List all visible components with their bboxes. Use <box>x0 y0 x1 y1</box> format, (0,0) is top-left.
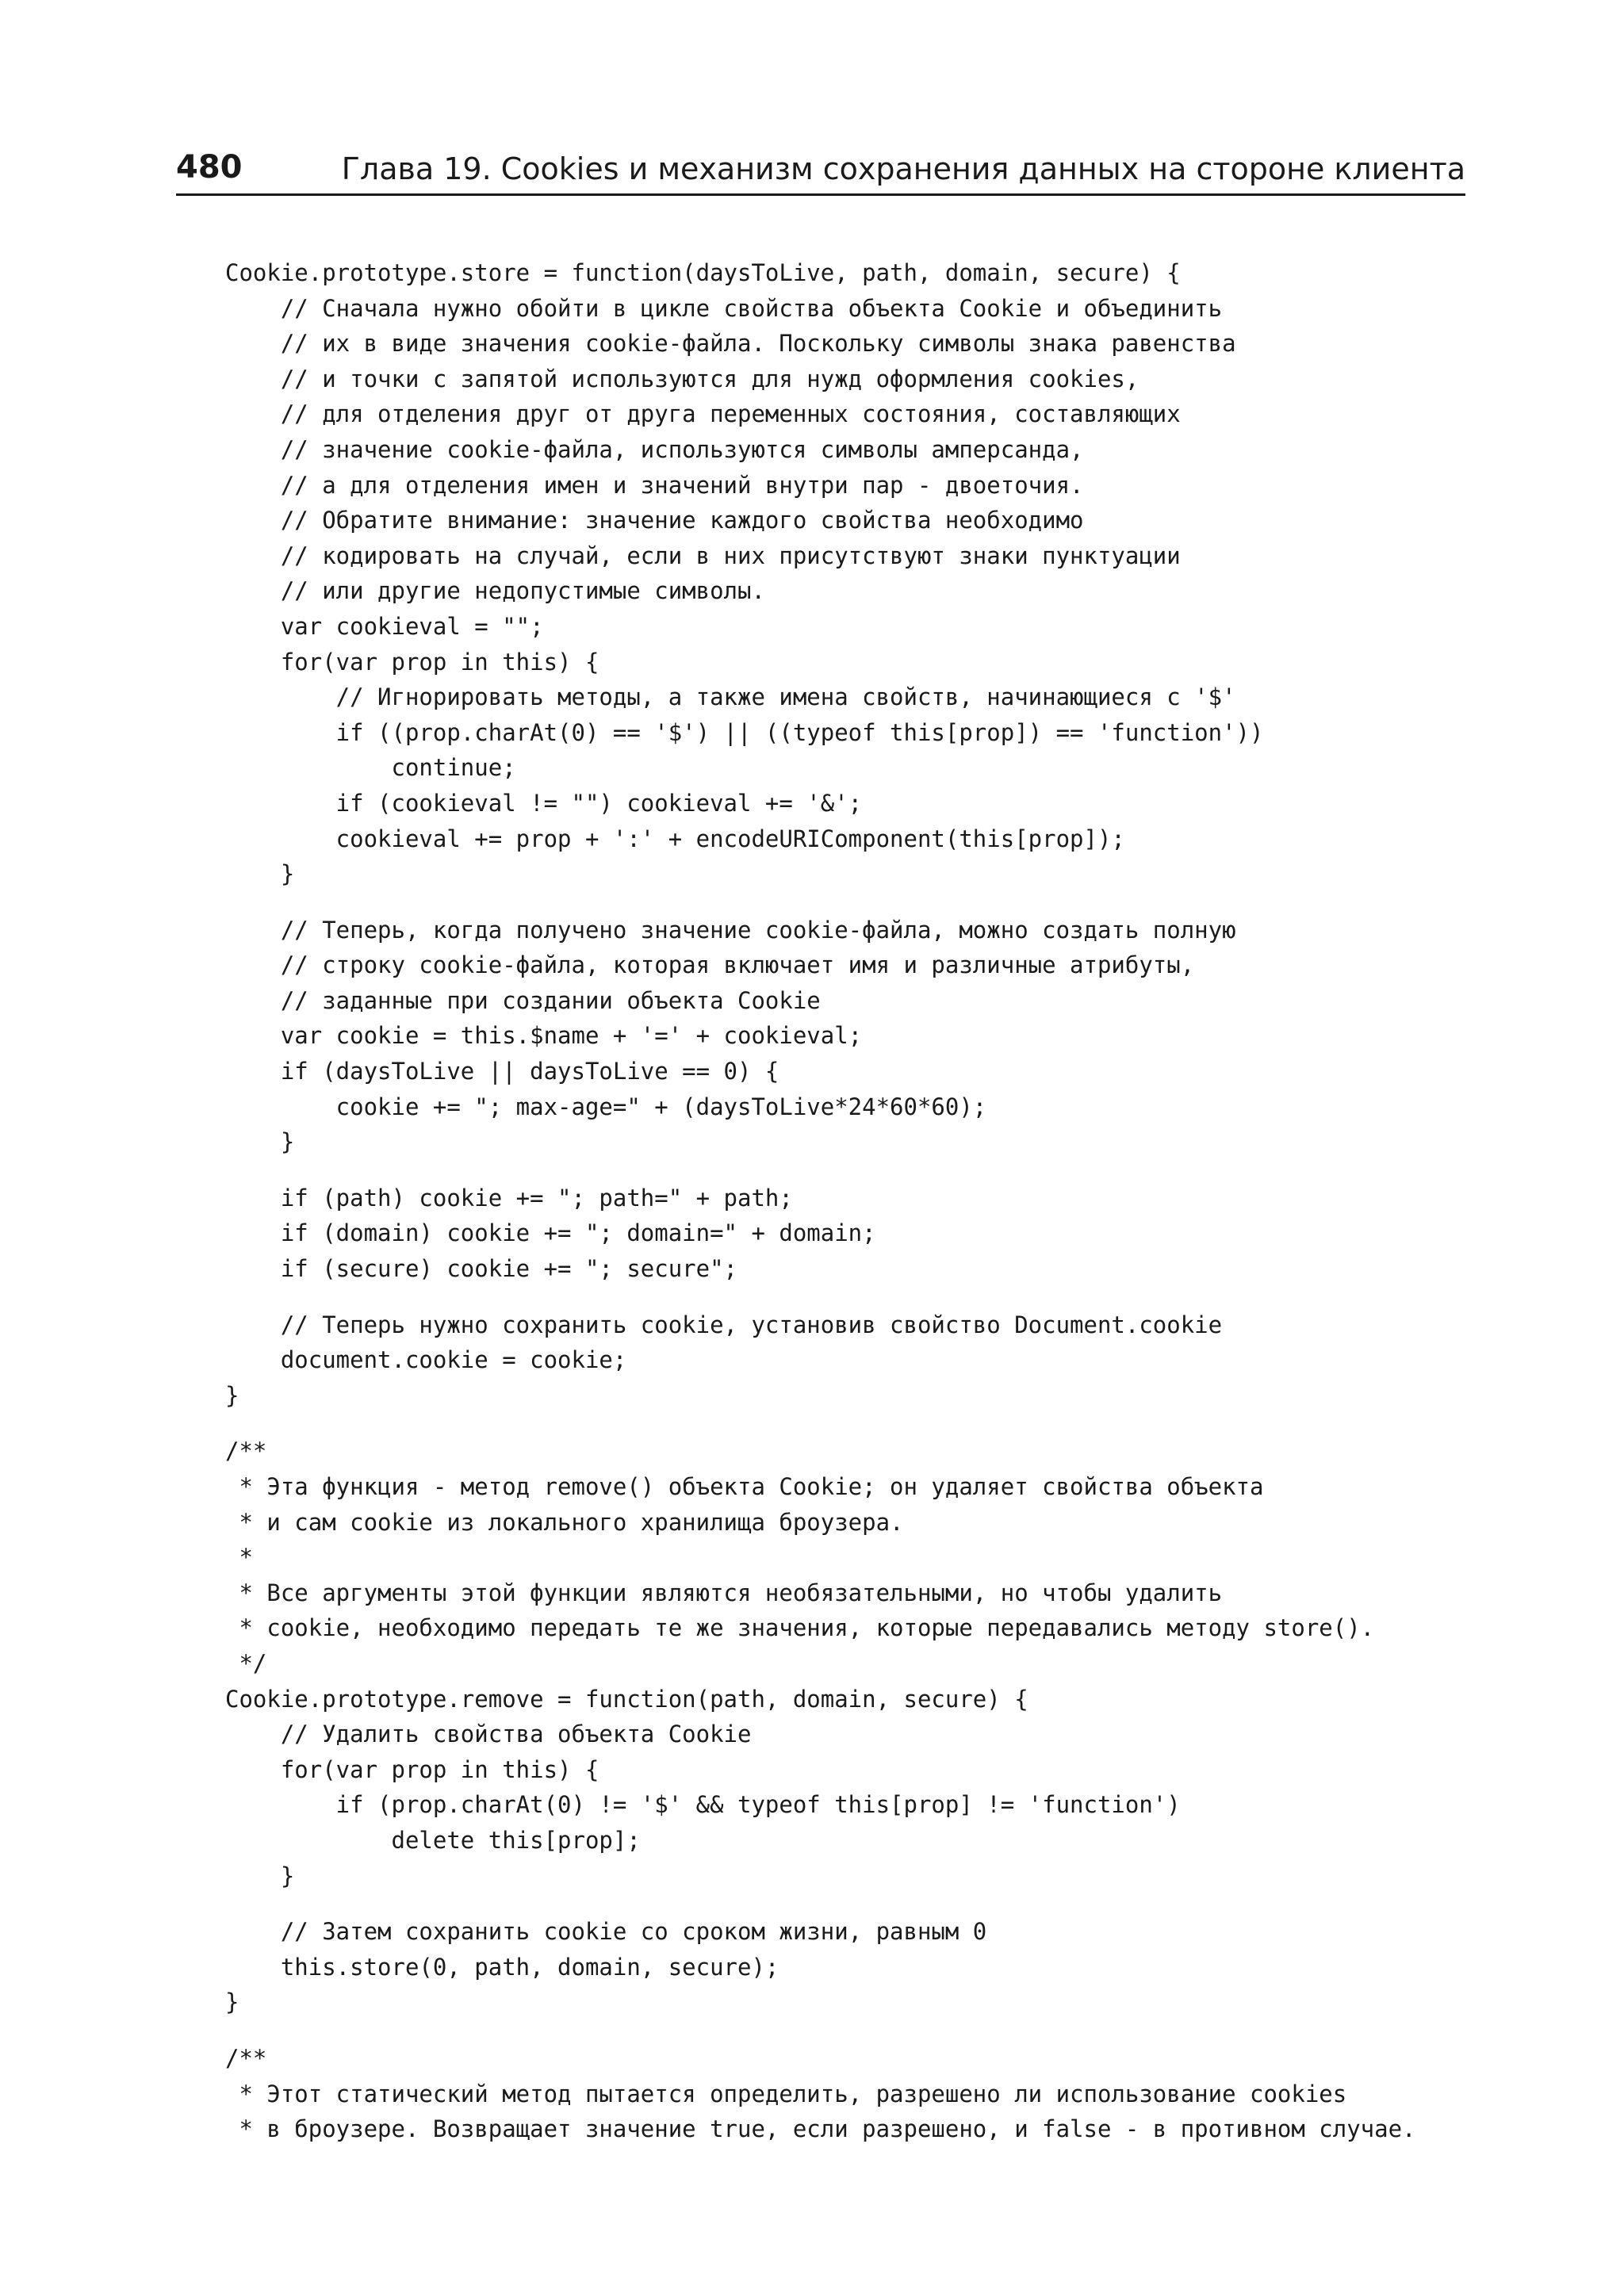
code-blank-line <box>225 1413 1494 1434</box>
code-line: // и точки с запятой используются для нужд оформления cookies, <box>225 365 1139 392</box>
code-line: // или другие недопустимые символы. <box>225 577 765 605</box>
code-line: } <box>225 1862 295 1889</box>
code-line: continue; <box>225 754 516 782</box>
code-line: /** <box>225 2044 267 2072</box>
code-line: } <box>225 1989 239 2016</box>
code-line: // Теперь нужно сохранить cookie, установив свойство Document.cookie <box>225 1311 1223 1338</box>
code-line: // строку cookie-файла, которая включает имя и различные атрибуты, <box>225 951 1195 979</box>
code-blank-line <box>225 1160 1494 1181</box>
code-line: // их в виде значения cookie-файла. Поскольку символы знака равенства <box>225 330 1236 358</box>
code-line: if (domain) cookie += "; domain=" + domain; <box>225 1219 876 1247</box>
code-line: * Все аргументы этой функции являются необязательными, но чтобы удалить <box>225 1579 1223 1606</box>
code-line: if (prop.charAt(0) != '$' && typeof this[prop] != 'function') <box>225 1791 1181 1819</box>
code-line: /** <box>225 1437 267 1465</box>
code-line: // значение cookie-файла, используются символы амперсанда, <box>225 435 1084 463</box>
code-line: if ((prop.charAt(0) == '$') || ((typeof this[prop]) == 'function')) <box>225 718 1264 746</box>
chapter-title: Глава 19. Cookies и механизм сохранения данных на стороне клиента <box>341 151 1465 186</box>
code-line: // Обратите внимание: значение каждого свойства необходимо <box>225 507 1084 534</box>
code-line: * <box>225 1544 253 1571</box>
code-line: } <box>225 860 295 888</box>
code-line: * cookie, необходимо передать те же значения, которые передавались методу store(). <box>225 1614 1375 1642</box>
code-line: if (cookieval != "") cookieval += '&'; <box>225 789 863 817</box>
code-listing <box>225 255 1494 2147</box>
code-line: // Теперь, когда получено значение cookie-файла, можно создать полную <box>225 916 1236 944</box>
code-line: * в броузере. Возвращает значение true, если разрешено, и false - в противном случае. <box>225 2115 1416 2143</box>
code-blank-line <box>225 1893 1494 1914</box>
code-line: // для отделения друг от друга переменных состояния, составляющих <box>225 400 1181 428</box>
code-line: this.store(0, path, domain, secure); <box>225 1953 779 1981</box>
code-line: for(var prop in this) { <box>225 648 599 676</box>
code-line: cookie += "; max-age=" + (daysToLive*24*60*60); <box>225 1093 987 1120</box>
code-line: } <box>225 1128 295 1156</box>
code-line: Cookie.prototype.remove = function(path, domain, secure) { <box>225 1685 1028 1713</box>
code-blank-line <box>225 892 1494 913</box>
code-line: * Эта функция - метод remove() объекта Cookie; он удаляет свойства объекта <box>225 1473 1264 1500</box>
code-line: // кодировать на случай, если в них присутствуют знаки пунктуации <box>225 542 1181 569</box>
code-line: } <box>225 1381 239 1409</box>
code-line: // Сначала нужно обойти в цикле свойства объекта Cookie и объединить <box>225 294 1223 322</box>
code-line: if (path) cookie += "; path=" + path; <box>225 1184 793 1212</box>
code-line: Cookie.prototype.store = function(daysToLive, path, domain, secure) { <box>225 259 1181 286</box>
page-number: 480 <box>176 149 243 186</box>
code-line: * и сам cookie из локального хранилища броузера. <box>225 1508 904 1536</box>
code-line: */ <box>225 1649 267 1677</box>
code-line: if (daysToLive || daysToLive == 0) { <box>225 1058 779 1085</box>
code-line: cookieval += prop + ':' + encodeURIComponent(this[prop]); <box>225 825 1125 852</box>
code-line: // заданные при создании объекта Cookie <box>225 986 821 1014</box>
code-line: var cookie = this.$name + '=' + cookieval; <box>225 1022 863 1050</box>
code-line: var cookieval = ""; <box>225 612 544 640</box>
code-line: if (secure) cookie += "; secure"; <box>225 1255 738 1283</box>
code-line: for(var prop in this) { <box>225 1755 599 1783</box>
code-line: * Этот статический метод пытается определить, разрешено ли использование cookies <box>225 2080 1347 2107</box>
code-line: // Игнорировать методы, а также имена свойств, начинающиеся с '$' <box>225 683 1236 711</box>
page-header <box>176 147 1465 196</box>
code-line: delete this[prop]; <box>225 1826 641 1854</box>
code-line: // Затем сохранить cookie со сроком жизни, равным 0 <box>225 1918 987 1946</box>
code-line: // Удалить свойства объекта Cookie <box>225 1721 752 1748</box>
code-line: // а для отделения имен и значений внутри пар - двоеточия. <box>225 471 1084 499</box>
code-line: document.cookie = cookie; <box>225 1346 627 1374</box>
code-blank-line <box>225 2020 1494 2041</box>
code-blank-line <box>225 1287 1494 1307</box>
